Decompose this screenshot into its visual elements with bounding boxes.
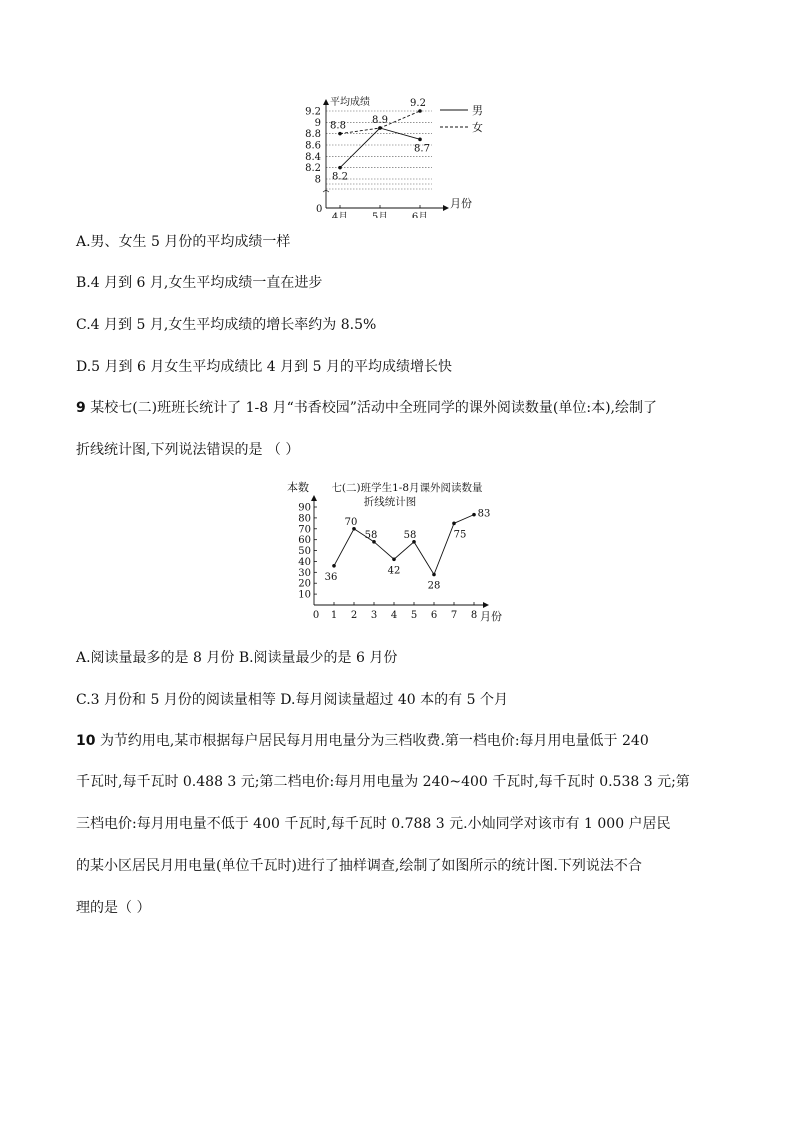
q10-stem-line1: [76, 731, 736, 751]
q10-stem-line3: 三档电价:每月用电量不低于 400 千瓦时,每千瓦时 0.788 3 元.小灿同学对该市有 1 000 户居民: [76, 816, 671, 832]
data-label: 75: [453, 529, 467, 541]
y-axis-arrow: [323, 99, 329, 105]
q8-option-a: A.男、女生 5 月份的平均成绩一样: [76, 234, 291, 250]
data-label: 8.7: [414, 143, 430, 155]
data-point: [472, 513, 476, 517]
y-tick-label: 40: [298, 556, 311, 568]
y-tick-label: 8.8: [305, 129, 321, 141]
data-point: [418, 138, 422, 142]
q8-option-b: B.4 月到 6 月,女生平均成绩一直在进步: [76, 275, 323, 291]
q9-options-ab: A.阅读量最多的是 8 月份 B.阅读量最少的是 6 月份: [76, 650, 398, 666]
data-label: 28: [427, 580, 441, 592]
x-tick-label: 5: [410, 610, 418, 621]
y-tick-label: 8: [314, 174, 321, 186]
x-tick-label: 3: [370, 610, 378, 621]
y-tick-label: 50: [298, 546, 311, 558]
data-label: 36: [324, 571, 338, 583]
q8-option-d: D.5 月到 6 月女生平均成绩比 4 月到 5 月的平均成绩增长快: [76, 359, 452, 375]
chart-title: 七(二)班学生1-8月课外阅读数量: [331, 482, 483, 494]
y-tick-label: 9.2: [305, 106, 321, 118]
data-label: 83: [477, 508, 491, 520]
y-tick-label: 20: [298, 578, 311, 590]
q10-stem-line2: 千瓦时,每千瓦时 0.488 3 元;第二档电价:每月用电量为 240~400 千瓦时,每千瓦时 0.538 3 元;第: [76, 774, 690, 790]
x-axis-arrow: [443, 205, 449, 211]
data-label: 8.8: [330, 120, 346, 132]
y-tick-label: 90: [298, 502, 311, 514]
data-point: [338, 132, 342, 136]
x-tick-label: 4月: [331, 212, 349, 218]
q9-stem-line2: 折线统计图,下列说法错误的是 （ ）: [76, 442, 300, 458]
chart-average-score-svg: [300, 96, 500, 218]
data-point: [418, 109, 422, 113]
x-axis-label: 月份: [480, 610, 502, 623]
x-tick-label: 6: [430, 610, 438, 621]
data-point: [378, 126, 382, 130]
data-label: 8.9: [372, 115, 388, 126]
data-label: 42: [387, 565, 401, 577]
q10-text-1: 为节约用电,某市根据每户居民每月用电量分为三档收费.第一档电价:每月用电量低于 240: [99, 733, 649, 749]
y-tick-label: 9: [314, 117, 321, 129]
chart-reading-count-svg: [282, 478, 512, 624]
x-axis-arrow: [483, 602, 489, 608]
y-axis-label: 平均成绩: [330, 97, 370, 108]
y-axis-arrow: [311, 495, 317, 501]
data-label: 58: [364, 529, 378, 541]
q9-number: 9: [76, 400, 86, 416]
y-tick-label: 8.2: [305, 163, 321, 175]
data-label: 9.2: [410, 98, 426, 109]
x-axis-label: 月份: [450, 197, 472, 210]
origin-label: 0: [316, 204, 323, 215]
legend-label-girls: 女: [472, 121, 483, 134]
y-tick-label: 30: [298, 567, 311, 579]
chart-average-score: [300, 96, 500, 218]
q10-stem-line4: 的某小区居民月用电量(单位千瓦时)进行了抽样调查,绘制了如图所示的统计图.下列说法不合: [76, 858, 642, 874]
q10-number: 10: [76, 733, 96, 749]
data-point: [332, 564, 336, 568]
origin-label: 0: [312, 610, 320, 621]
x-tick-label: 1: [330, 610, 338, 621]
data-point: [452, 522, 456, 526]
data-point: [432, 573, 436, 577]
y-tick-label: 80: [298, 513, 311, 525]
q10-stem-line5: 理的是（ ）: [76, 900, 151, 916]
y-tick-label: 10: [298, 589, 311, 601]
x-tick-label: 5月: [371, 212, 389, 218]
data-point: [392, 557, 396, 561]
y-tick-label: 70: [298, 524, 311, 536]
chart-reading-count: [282, 478, 512, 624]
x-tick-label: 7: [450, 610, 458, 621]
data-label: 70: [344, 516, 358, 528]
y-tick-label: 8.4: [305, 151, 321, 163]
data-label: 58: [403, 529, 417, 541]
x-tick-label: 2: [350, 610, 358, 621]
x-tick-label: 6月: [411, 212, 429, 218]
q8-option-c: C.4 月到 5 月,女生平均成绩的增长率约为 8.5%: [76, 317, 377, 333]
chart-subtitle: 折线统计图: [363, 496, 417, 508]
q9-text-1: 某校七(二)班班长统计了 1-8 月“书香校园”活动中全班同学的课外阅读数量(单位:本),绘制了: [90, 400, 657, 416]
x-tick-label: 4: [390, 610, 398, 621]
x-tick-label: 8: [470, 610, 478, 621]
y-tick-label: 8.6: [305, 140, 321, 152]
y-axis-label: 本数: [287, 481, 309, 494]
q9-stem-line1: [76, 398, 736, 418]
legend-label-boys: 男: [472, 104, 483, 117]
data-label: 8.2: [332, 171, 348, 183]
data-point: [338, 166, 342, 170]
y-tick-label: 60: [298, 535, 311, 547]
q9-options-cd: C.3 月份和 5 月份的阅读量相等 D.每月阅读量超过 40 本的有 5 个月: [76, 692, 508, 708]
